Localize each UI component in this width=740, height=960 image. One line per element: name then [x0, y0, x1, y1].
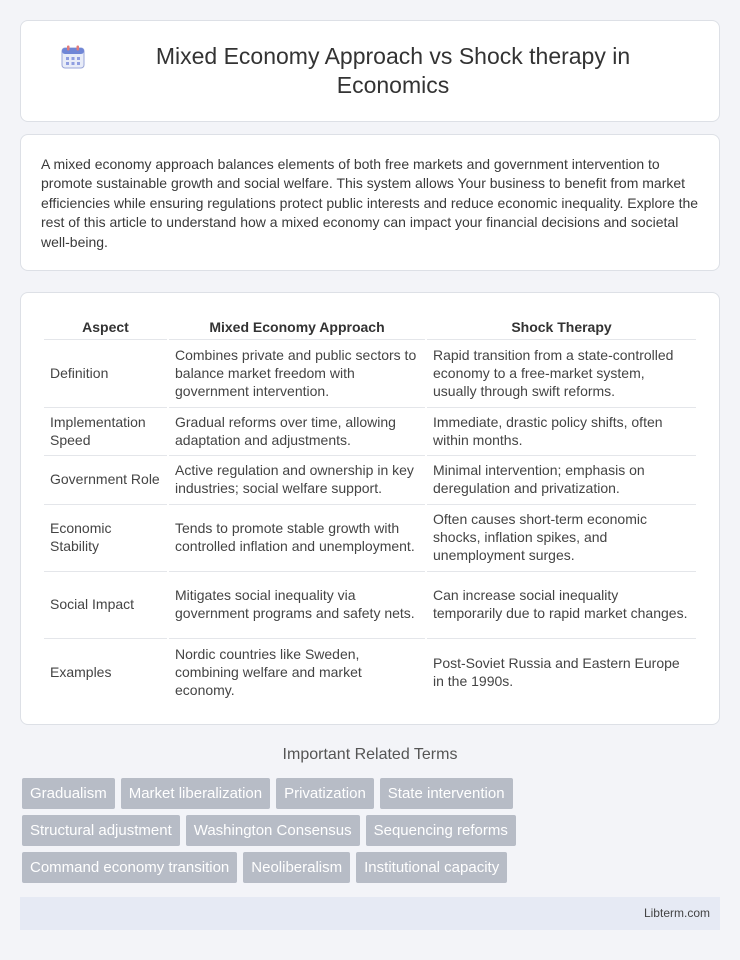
tag-washington-consensus[interactable]: Washington Consensus — [186, 815, 360, 846]
cell-mixed: Mitigates social inequality via government programs and safety nets. — [169, 571, 425, 636]
table-row — [44, 455, 696, 502]
title-card — [20, 20, 720, 122]
cell-shock: Often causes short-term economic shocks, inflation spikes, and unemployment surges. — [427, 504, 696, 569]
cell-aspect: Examples — [44, 638, 167, 704]
footer-site-link[interactable]: Libterm.com — [643, 906, 710, 920]
cell-mixed: Nordic countries like Sweden, combining welfare and market economy. — [169, 638, 425, 704]
tag-row — [22, 778, 722, 809]
footer — [20, 897, 720, 930]
cell-mixed: Gradual reforms over time, allowing adaptation and adjustments. — [169, 407, 425, 453]
cell-aspect: Definition — [44, 339, 167, 405]
cell-aspect: Social Impact — [44, 571, 167, 636]
tag-institutional-capacity[interactable]: Institutional capacity — [356, 852, 507, 883]
cell-shock: Minimal intervention; emphasis on deregulation and privatization. — [427, 455, 696, 502]
related-terms-tags — [22, 778, 722, 889]
cell-mixed: Active regulation and ownership in key industries; social welfare support. — [169, 455, 425, 502]
page-title: Mixed Economy Approach vs Shock therapy in Economics — [155, 43, 631, 98]
title-wrap — [60, 42, 680, 100]
cell-shock: Post-Soviet Russia and Eastern Europe in the 1990s. — [427, 638, 696, 704]
cell-aspect: Implementation Speed — [44, 407, 167, 453]
tag-privatization[interactable]: Privatization — [276, 778, 374, 809]
intro-text: A mixed economy approach balances elements of both free markets and government intervention to promote sustainable growth and social welfare. This system allows Your business to benefit from market efficiencies while ensuring regulations protect public interests and reduce economic inequality. Explore the rest of this article to understand how a mixed economy can impact your financial decisions and societal well-being. — [41, 156, 699, 250]
cell-shock: Immediate, drastic policy shifts, often within months. — [427, 407, 696, 453]
tag-market-liberalization[interactable]: Market liberalization — [121, 778, 270, 809]
tag-command-economy-transition[interactable]: Command economy transition — [22, 852, 237, 883]
cell-shock: Can increase social inequality temporarily due to rapid market changes. — [427, 571, 696, 636]
cell-shock: Rapid transition from a state-controlled economy to a free-market system, usually through swift reforms. — [427, 339, 696, 405]
cell-mixed: Combines private and public sectors to balance market freedom with government intervention. — [169, 339, 425, 405]
tag-structural-adjustment[interactable]: Structural adjustment — [22, 815, 180, 846]
cell-aspect: Economic Stability — [44, 504, 167, 569]
cell-mixed: Tends to promote stable growth with controlled inflation and unemployment. — [169, 504, 425, 569]
table-header-row — [44, 309, 696, 337]
comparison-table-card — [20, 292, 720, 725]
tag-row — [22, 815, 722, 846]
tag-row — [22, 852, 722, 883]
header-mixed: Mixed Economy Approach — [209, 319, 385, 335]
tag-gradualism[interactable]: Gradualism — [22, 778, 115, 809]
table-row — [44, 504, 696, 569]
tag-sequencing-reforms[interactable]: Sequencing reforms — [366, 815, 516, 846]
comparison-table — [42, 307, 698, 706]
table-row — [44, 571, 696, 636]
table-row — [44, 407, 696, 453]
header-aspect: Aspect — [82, 319, 129, 335]
table-row — [44, 339, 696, 405]
tag-neoliberalism[interactable]: Neoliberalism — [243, 852, 350, 883]
calendar-icon — [60, 44, 86, 70]
table-row — [44, 638, 696, 704]
header-shock: Shock Therapy — [511, 319, 612, 335]
related-terms-title: Important Related Terms — [282, 746, 458, 763]
tag-state-intervention[interactable]: State intervention — [380, 778, 513, 809]
intro-card — [20, 134, 720, 271]
cell-aspect: Government Role — [44, 455, 167, 502]
